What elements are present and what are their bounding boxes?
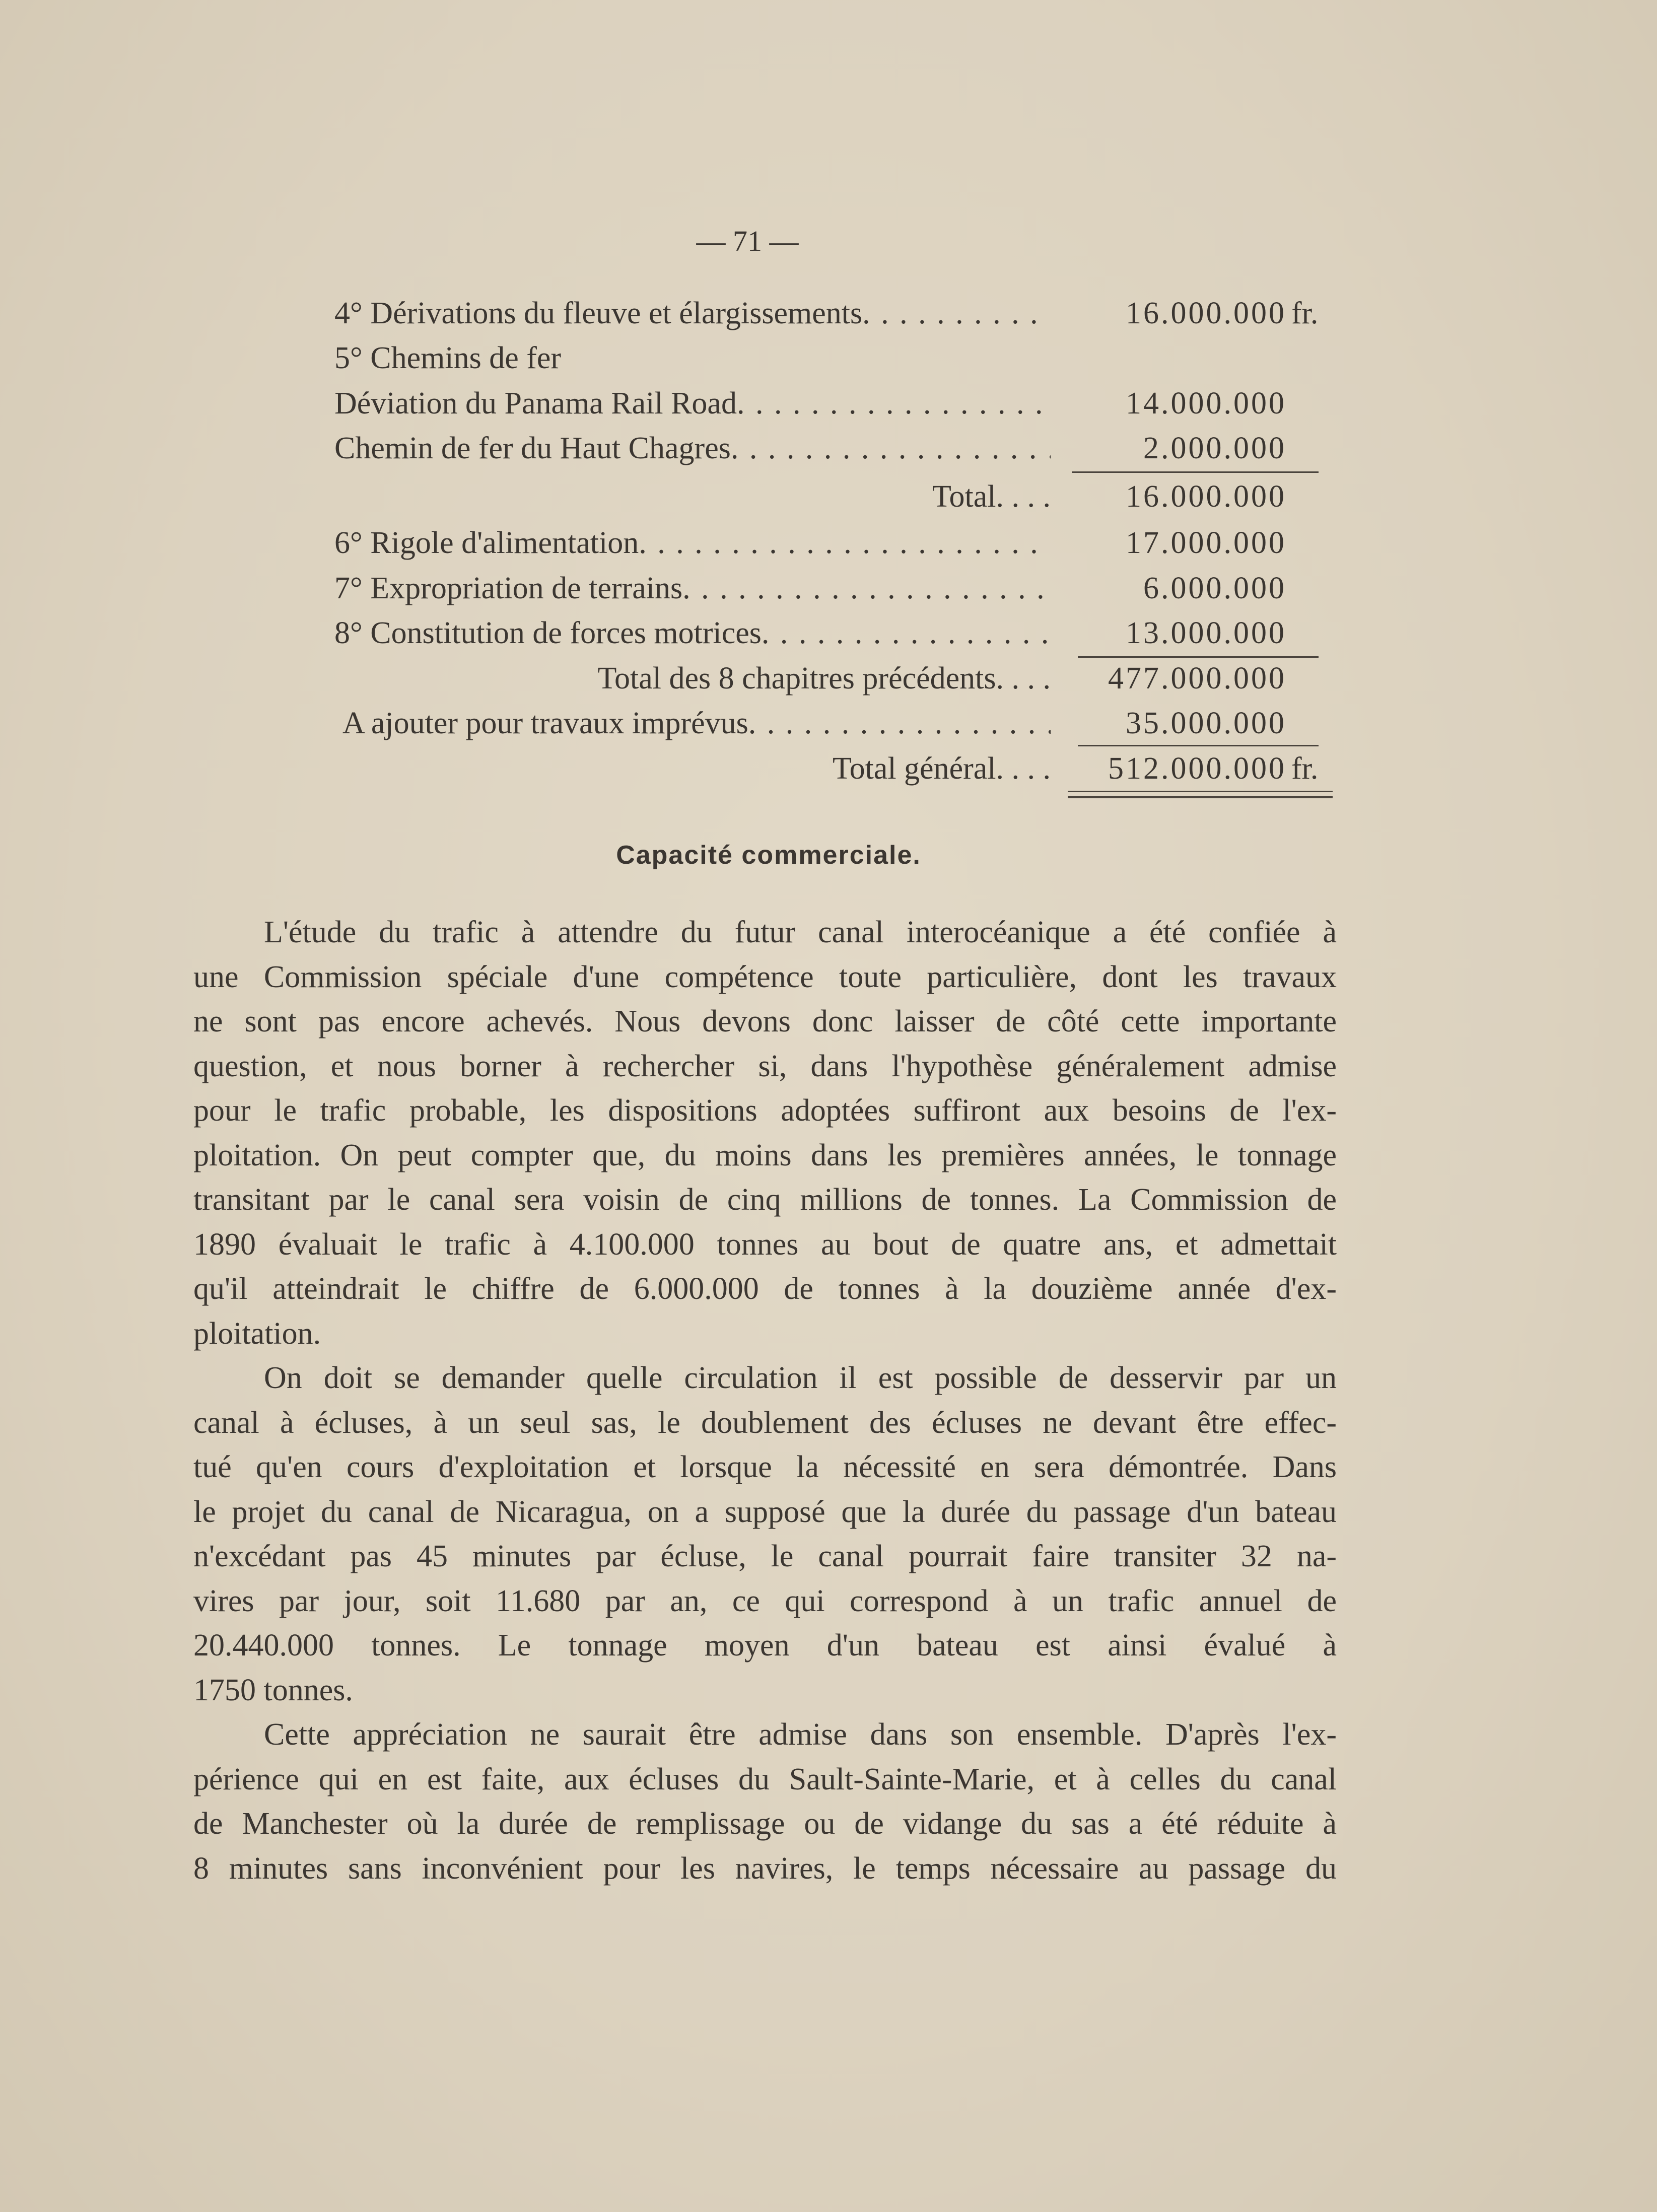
dot-leader [748, 703, 1051, 743]
row-label: Total [932, 479, 996, 514]
dot-leader [996, 476, 1051, 517]
table-row [334, 568, 1337, 608]
text-line: 1890 évaluait le trafic à 4.100.000 tonnes au bout de quatre ans, et admettait [193, 1227, 1337, 1262]
table-row [342, 703, 1345, 743]
row-unit: fr. [1291, 751, 1319, 786]
text-line: question, et nous borner à rechercher si, dans l'hypothèse généralement admise [193, 1049, 1337, 1083]
row-amount: 13.000.000 [1126, 616, 1286, 650]
table-row [334, 383, 1337, 424]
sum-rule [1078, 745, 1319, 746]
row-unit: fr. [1291, 296, 1319, 330]
row-label: Déviation du Panama Rail Road [334, 386, 737, 421]
table-row [334, 658, 1337, 699]
row-amount: 477.000.000 [1108, 661, 1286, 696]
dot-leader [762, 613, 1051, 653]
text-line: périence qui en est faite, aux écluses du Sault-Sainte-Marie, et à celles du canal [193, 1762, 1337, 1796]
row-amount: 6.000.000 [1143, 571, 1286, 605]
dot-leader [731, 428, 1051, 468]
table-row [334, 338, 1337, 378]
text-line: Cette appréciation ne saurait être admise dans son ensemble. D'après l'ex- [264, 1717, 1337, 1752]
text-line: 8 minutes sans inconvénient pour les navires, le temps nécessaire au passage du [193, 1851, 1337, 1886]
text-line: 20.440.000 tonnes. Le tonnage moyen d'un bateau est ainsi évalué à [193, 1628, 1337, 1663]
page-number: — 71 — [696, 225, 799, 257]
text-line: une Commission spéciale d'une compétence toute particulière, dont les travaux [193, 959, 1337, 994]
row-amount: 17.000.000 [1126, 526, 1286, 560]
dot-leader [996, 658, 1051, 699]
row-label: A ajouter pour travaux imprévus [342, 706, 748, 740]
text-line: transitant par le canal sera voisin de cinq millions de tonnes. La Commission de [193, 1183, 1337, 1217]
table-row [334, 523, 1337, 563]
row-label: 6° Rigole d'alimentation [334, 526, 639, 560]
row-amount: 512.000.000 [1108, 751, 1286, 786]
double-rule-bottom [1068, 796, 1333, 798]
table-row [334, 748, 1337, 789]
text-line: canal à écluses, à un seul sas, le doublement des écluses ne devant être effec- [193, 1405, 1337, 1440]
row-label: Total des 8 chapitres précédents [597, 661, 996, 696]
text-line: L'étude du trafic à attendre du futur canal interocéanique a été confiée à [264, 915, 1337, 949]
text-line: ne sont pas encore achevés. Nous devons donc laisser de côté cette importante [193, 1004, 1337, 1039]
table-row [334, 428, 1337, 468]
table-row [334, 293, 1337, 333]
dot-leader [682, 568, 1051, 608]
row-amount: 35.000.000 [1126, 706, 1286, 740]
text-line: pour le trafic probable, les dispositions adoptées suffiront aux besoins de l'ex- [193, 1093, 1337, 1128]
row-amount: 14.000.000 [1126, 386, 1286, 421]
body-text [193, 910, 1337, 1891]
table-row [334, 476, 1337, 517]
dot-leader [862, 293, 1051, 333]
text-line: le projet du canal de Nicaragua, on a supposé que la durée du passage d'un bateau [193, 1494, 1337, 1529]
sum-rule [1078, 656, 1319, 658]
row-label: Total général [833, 751, 996, 786]
text-line: On doit se demander quelle circulation il est possible de desservir par un [264, 1361, 1337, 1395]
dot-leader [737, 383, 1051, 424]
text-line: 1750 tonnes. [193, 1673, 353, 1707]
dot-leader [996, 748, 1051, 789]
row-amount: 16.000.000 [1126, 296, 1286, 330]
row-amount: 16.000.000 [1126, 479, 1286, 514]
row-label: 7° Expropriation de terrains [334, 571, 683, 605]
sum-rule [1072, 471, 1319, 473]
row-label: Chemin de fer du Haut Chagres [334, 431, 731, 465]
row-amount: 2.000.000 [1143, 431, 1286, 465]
text-line: ploitation. [193, 1316, 321, 1351]
dot-leader [639, 523, 1051, 563]
table-row [334, 613, 1337, 653]
text-line: vires par jour, soit 11.680 par an, ce qui correspond à un trafic annuel de [193, 1583, 1337, 1618]
text-line: de Manchester où la durée de remplissage ou de vidange du sas a été réduite à [193, 1807, 1337, 1841]
text-line: n'excédant pas 45 minutes par écluse, le canal pourrait faire transiter 32 na- [193, 1539, 1337, 1573]
double-rule-top [1068, 791, 1333, 792]
text-line: ploitation. On peut compter que, du moins dans les premières années, le tonnage [193, 1138, 1337, 1172]
text-line: tué qu'en cours d'exploitation et lorsque la nécessité en sera démontrée. Dans [193, 1450, 1337, 1484]
row-label: 4° Dérivations du fleuve et élargissements [334, 296, 863, 330]
section-heading: Capacité commerciale. [616, 841, 921, 870]
row-label: 5° Chemins de fer [334, 341, 562, 375]
text-line: qu'il atteindrait le chiffre de 6.000.000 de tonnes à la douzième année d'ex- [193, 1272, 1337, 1306]
row-label: 8° Constitution de forces motrices [334, 616, 762, 650]
